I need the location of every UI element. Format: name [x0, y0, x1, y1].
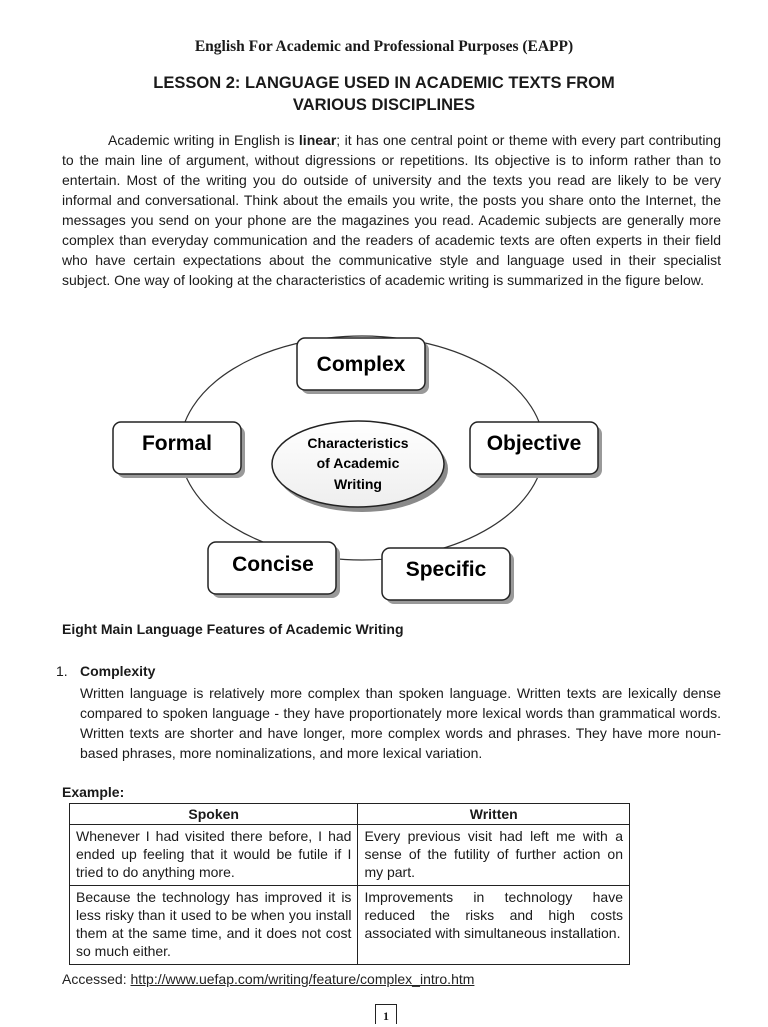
intro-bold-word: linear: [298, 132, 337, 148]
table-cell-written: Every previous visit had left me with a sense of the futility of further action on my part.: [358, 825, 630, 886]
node-objective: [470, 422, 602, 478]
lesson-title: [0, 72, 768, 116]
node-concise: [208, 542, 340, 598]
accessed-label: Accessed:: [62, 971, 131, 987]
table-cell-spoken: Because the technology has improved it is less risky than it used to be when you install them at the same time, and it does not cost so much either.: [70, 886, 358, 965]
center-label-line1: Characteristics: [307, 435, 409, 451]
column-header-spoken: Spoken: [70, 804, 358, 825]
characteristics-diagram: [0, 330, 768, 610]
lesson-title-line2: VARIOUS DISCIPLINES: [292, 96, 476, 114]
example-table: [69, 803, 630, 965]
example-label: Example:: [62, 784, 125, 800]
page-number: 1: [375, 1004, 397, 1024]
intro-text-rest: ; it has one central point or theme with every part contributing to the main line of argument, without digressions or repetitions. Its objective is to inform rather than to entertain. Most of the writing you do outside of university and the texts you read are likely to be very informal and conversational. Think about the emails you write, the posts you share onto the Internet, the messages you send on your phone are the magazines you read. Academic subjects are generally more complex than everyday communication and the readers of academic texts are often experts in their field who have certain expectations about the communicative style and language used in their specialist subject. One way of looking at the characteristics of academic writing is summarized in the figure below.: [62, 132, 722, 288]
table-header-row: [70, 804, 630, 825]
accessed-line: [62, 971, 474, 987]
lesson-title-line1: LESSON 2: LANGUAGE USED IN ACADEMIC TEXTS FROM: [153, 74, 615, 92]
center-label-line2: of Academic: [316, 455, 400, 471]
section-heading: Eight Main Language Features of Academic Writing: [62, 621, 404, 637]
node-objective-label: Objective: [486, 432, 582, 455]
intro-text-start: Academic writing in English is: [108, 132, 299, 148]
node-formal: [113, 422, 245, 478]
source-link[interactable]: http://www.uefap.com/writing/feature/complex_intro.htm: [130, 971, 475, 987]
node-specific-label: Specific: [405, 558, 487, 581]
table-row: [70, 886, 630, 965]
node-formal-label: Formal: [141, 432, 213, 455]
list-item-title: Complexity: [80, 663, 156, 679]
node-specific: [382, 548, 514, 604]
course-title: English For Academic and Professional Purposes (EAPP): [194, 38, 574, 55]
intro-paragraph: [62, 130, 721, 290]
node-complex-label: Complex: [316, 353, 406, 376]
table-cell-written: Improvements in technology have reduced the risks and high costs associated with simultaneous installation.: [358, 886, 630, 965]
list-item-body: Written language is relatively more complex than spoken language. Written texts are lexically dense compared to spoken language - they have proportionately more lexical words than grammatical words. Written texts are shorter and have longer, more complex words and phrases. They have more noun-based phrases, more nominalizations, and more lexical variation.: [80, 685, 721, 761]
node-concise-label: Concise: [232, 553, 314, 576]
table-cell-spoken: Whenever I had visited there before, I had ended up feeling that it would be futile if I tried to do anything more.: [70, 825, 358, 886]
list-item-number: 1.: [56, 663, 68, 679]
center-label-line3: Writing: [334, 476, 382, 492]
node-complex: [297, 338, 429, 394]
column-header-written: Written: [358, 804, 630, 825]
table-row: [70, 825, 630, 886]
